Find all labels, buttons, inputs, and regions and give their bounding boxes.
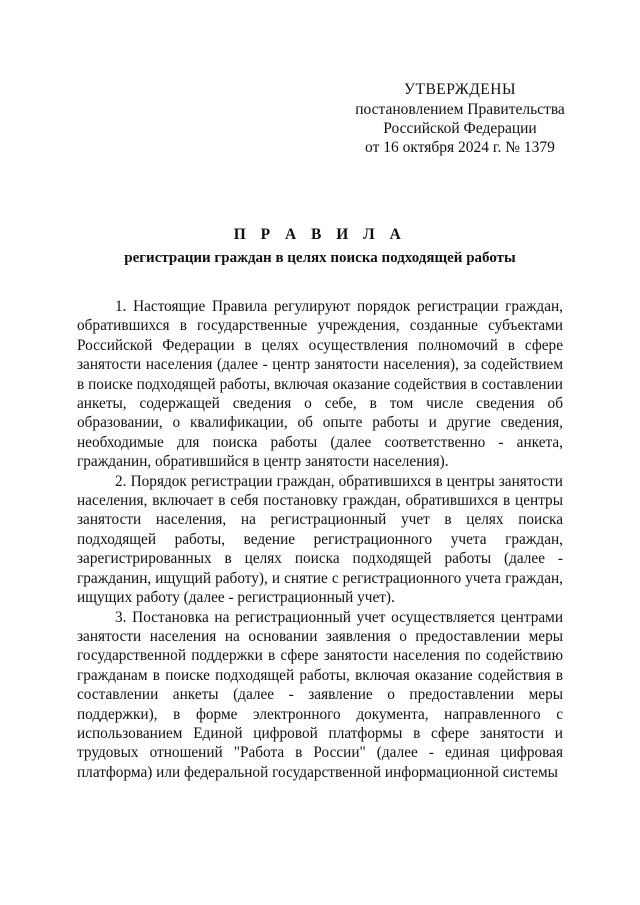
paragraph-2: 2. Порядок регистрации граждан, обратившихся в центры занятости населения, включает в себя постановку граждан, обратившихся в центры занятости населения, на регистрационный учет в целях поиска подходящей работы, ведение регистрационного учета граждан, зарегистрированных в целях поиска подходящей работы (далее - гражданин, ищущий работу), и снятие с регистрационного учета граждан, ищущих работу (далее - регистрационный учет). (77, 472, 563, 607)
approval-stamp (330, 80, 590, 157)
approval-line-federation: Российской Федерации (383, 120, 537, 137)
document-subtitle: регистрации граждан в целях поиска подходящей работы (124, 250, 516, 266)
approval-line-decree: постановлением Правительства (355, 101, 565, 118)
document-body (77, 297, 563, 782)
document-title: П Р А В И Л А (233, 226, 407, 243)
approval-heading: УТВЕРЖДЕНЫ (404, 81, 516, 98)
paragraph-3: 3. Постановка на регистрационный учет осуществляется центрами занятости населения на основании заявления о предоставлении меры государственной поддержки в сфере занятости населения по содействию гражданам в поиске подходящей работы, включая оказание содействия в составлении анкеты (далее - заявление о предоставлении меры поддержки), в форме электронного документа, направленного с использованием Единой цифровой платформы в сфере занятости и трудовых отношений "Работа в России" (далее - единая цифровая платформа) или федеральной государственной информационной системы (77, 608, 563, 781)
approval-line-date: от 16 октября 2024 г. № 1379 (365, 139, 555, 156)
paragraph-1: 1. Настоящие Правила регулируют порядок регистрации граждан, обратившихся в государственные учреждения, созданные субъектами Российской Федерации в целях осуществления полномочий в сфере занятости населения (далее - центр занятости населения), за содействием в поиске подходящей работы, включая оказание содействия в составлении анкеты, содержащей сведения о себе, в том числе сведения об образовании, о квалификации, об опыте работы и другие сведения, необходимые для поиска работы (далее соответственно - анкета, гражданин, обратившийся в центр занятости населения). (77, 298, 563, 471)
